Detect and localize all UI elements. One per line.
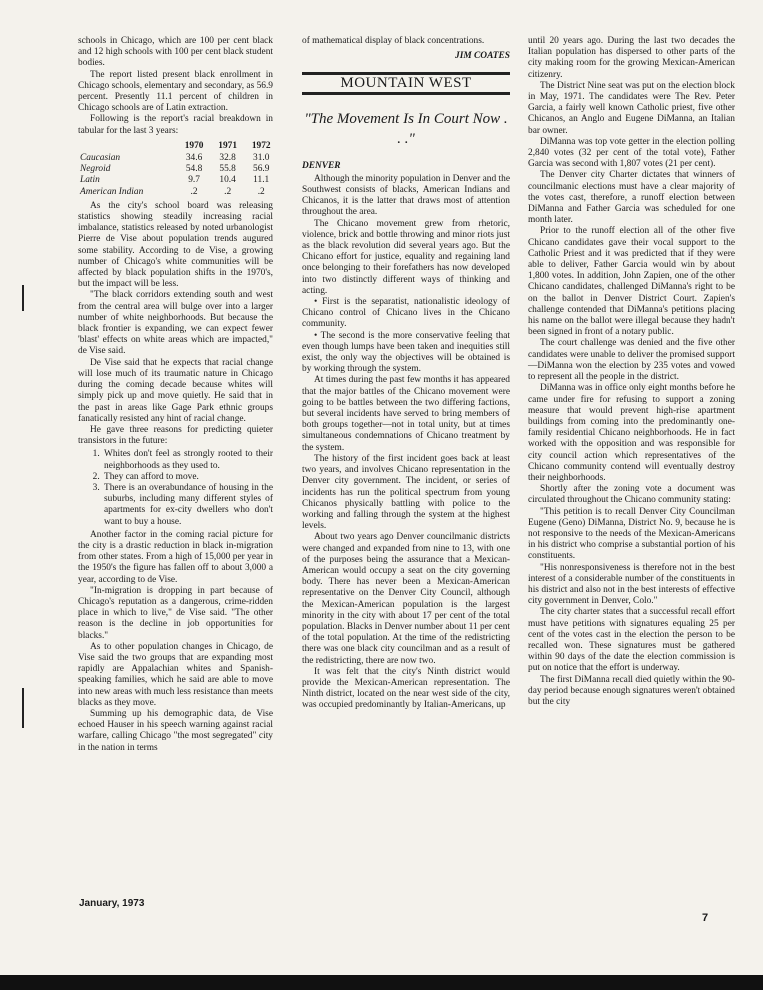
dateline: DENVER <box>302 160 341 171</box>
page-number: 7 <box>702 912 709 924</box>
margin-mark <box>22 285 24 311</box>
paragraph: De Vise said that he expects that racial change will lose much of its traumatic nature in Chicago during the coming decade because whites will simply pick up and move quietly. He said that in the past in areas like Gage Park ethnic groups fanatically resisted any hint of racial change. <box>78 357 273 424</box>
paragraph: Following is the report's racial breakdown in tabular for the last 3 years: <box>78 114 273 136</box>
paragraph: Another factor in the coming racial picture for the city is a drastic reduction in black in-migration from other states. From a high of 15,000 per year in the 1950's the figure has fallen off to about 3,000 a year, according to de Vise. <box>78 529 273 585</box>
paragraph: About two years ago Denver councilmanic districts were changed and expanded from nine to 13, with one of the purposes being the assurance that a Mexican-American would occupy a seat on the city governing body. There has never been a Mexican-American representative on the Denver City Council, although the Mexican-American population is the largest minority in the city with about 17 per cent of the total population. Blacks in Denver number about 11 per cent of the total population. At the time of the redistricting there was one black city councilman and as a result of the redistricting, there are now two. <box>302 532 510 666</box>
paragraph: The Chicano movement grew from rhetoric, violence, brick and bottle throwing and minor riots just as the black revolution did several years ago. But the Chicano effort for justice, equality and regaining land once belonging to their forefathers has now developed into two distinctly different ways of thinking and acting. <box>302 218 510 296</box>
scan-edge <box>0 975 763 990</box>
row-label: Negroid <box>80 164 111 175</box>
middle-column <box>302 36 510 712</box>
table-cell: 31.0 <box>253 153 270 164</box>
list-item: 2. They can afford to move. <box>102 472 273 483</box>
racial-breakdown-table <box>78 140 278 198</box>
paragraph: Shortly after the zoning vote a document was circulated throughout the Chicano community stating: <box>528 484 735 506</box>
paragraph: The city charter states that a successful recall effort must have petitions with signatures equaling 25 per cent of the votes cast in the election the person to be recalled won. These signatures must be gathered within 90 days of the date the election commission is put on notice that the effort is underway. <box>528 607 735 674</box>
left-column <box>78 36 273 754</box>
table-cell: 9.7 <box>188 175 200 186</box>
section-rule <box>302 92 510 95</box>
right-column <box>528 36 735 708</box>
row-label: Latin <box>80 175 100 186</box>
table-cell: 32.8 <box>219 153 236 164</box>
table-row <box>78 175 278 186</box>
table-cell: 55.8 <box>219 164 236 175</box>
paragraph: • First is the separatist, nationalistic ideology of Chicano control of Chicano lives in the Chicano community. <box>302 297 510 330</box>
paragraph: until 20 years ago. During the last two decades the Italian population has dispersed to other parts of the city making room for the growing Mexican-American citizenry. <box>528 36 735 80</box>
table-cell: 56.9 <box>253 164 270 175</box>
paragraph: As the city's school board was releasing statistics showing steadily increasing racial imbalance, statistics released by noted urbanologist Pierre de Vise about population trends augured some stability. According to de Vise, a growing number of Chicago's white communities will be affected by black population shifts in the 1970's, but the impact will be less. <box>78 200 273 290</box>
paragraph: The first DiManna recall died quietly within the 90-day period because enough signatures weren't obtained but the city <box>528 674 735 707</box>
table-cell: 54.8 <box>185 164 203 175</box>
paragraph: DiManna was top vote getter in the election polling 2,840 votes (32 per cent of the total vote), Father Garcia was second with 1,807 votes (21 per cent). <box>528 136 735 170</box>
year-header: 1972 <box>251 140 271 151</box>
paragraph: "This petition is to recall Denver City Councilman Eugene (Geno) DiManna, District No. 9, because he is not responsive to the needs of the Mexican-Americans in his district who comprise a substantial portion of his constituents. <box>528 506 735 562</box>
reasons-list <box>78 449 273 527</box>
table-row <box>78 153 278 164</box>
paragraph: The report listed present black enrollment in Chicago schools, elementary and secondary, as 56.9 percent. Presently 11.1 percent of children in Chicago schools are of Latin extraction. <box>78 69 273 114</box>
table-cell: 10.4 <box>219 175 236 186</box>
table-cell: .2 <box>257 186 265 197</box>
year-header: 1971 <box>218 140 237 151</box>
paragraph: "In-migration is dropping in part because of Chicago's reputation as a dangerous, crime-ridden place in which to live," de Vise said. "The other reason is the decline in job opportunities for blacks." <box>78 585 273 641</box>
paragraph: schools in Chicago, which are 100 per cent black and 12 high schools with 100 per cent black student bodies. <box>78 36 273 69</box>
list-item: 1. Whites don't feel as strongly rooted to their neighborhoods as they used to. <box>102 449 273 471</box>
list-item: 3. There is an overabundance of housing in the suburbs, including many different styles of apartments for ex-city dwellers who don't want to buy a house. <box>102 483 273 528</box>
paragraph: DiManna was in office only eight months before he came under fire for refusing to support a zoning measure that would prevent high-rise apartment buildings from coming into the predominantly one-family residential Chicano neighborhoods. He in fact worked with the opposition and was responsible for city council action which representatives of the Chicano community contend will eventually destroy their neighborhoods. <box>528 383 735 483</box>
row-label: American Indian <box>80 186 144 197</box>
paragraph: "His nonresponsiveness is therefore not in the best interest of a considerable number of the constituents in his district and also not in the best interests of effective city government in Denver, Colo." <box>528 562 735 607</box>
paragraph: Although the minority population in Denver and the Southwest consists of blacks, American Indians and Chicanos, it is the latter that draws most of attention throughout the area. <box>302 173 510 218</box>
table-cell: 34.6 <box>185 153 203 164</box>
table-cell: 11.1 <box>253 175 270 186</box>
row-label: Caucasian <box>80 153 121 164</box>
paragraph: It was felt that the city's Ninth district would provide the Mexican-American representation. The Ninth district, located on the near west side of the city, was occupied predominantly by Italian-Americans, up <box>302 666 510 711</box>
paragraph: Summing up his demographic data, de Vise echoed Hauser in his speech warning against racial warfare, calling Chicago "the most segregated" city in the nation in terms <box>78 708 273 753</box>
paragraph: The District Nine seat was put on the election block in May, 1971. The candidates were The Rev. Peter Garcia, a fairly well known Catholic priest, five other Chicanos, an Anglo and Eugene DiManna, an Italian bar owner. <box>528 80 735 136</box>
year-header: 1970 <box>184 140 204 151</box>
paragraph: Prior to the runoff election all of the other five Chicano candidates gave their vocal support to the Catholic Priest and it was predicted that if they were able to deliver, Father Garcia would win by about 1,800 votes. In addition, John Zapien, one of the other Chicano candidates, challenged DiManna's right to be on the ballot in Denver District Court. Zapien's challenge contended that DiManna's petitions placing his name on the ballot were illegal because they hadn't been signed in front of a notary public. <box>528 226 735 338</box>
byline: JIM COATES <box>455 51 510 62</box>
paragraph: At times during the past few months it has appeared that the major battles of the Chicano movement were going to be battles between the two differing factions, but several incidents have served to bring members of both groups together—not in total unity, but at times simultaneous condemnations of Chicano treatment by the system. <box>302 375 510 453</box>
paragraph: He gave three reasons for predicting quieter transistors in the future: <box>78 424 273 447</box>
paragraph: The Denver city Charter dictates that winners of councilmanic elections must have a clear majority of the votes cast, therefore, a runoff election between DiManna and Father Garcia was scheduled for one month later. <box>528 170 735 226</box>
table-row <box>78 164 278 175</box>
article-headline: "The Movement Is In Court Now . . ." <box>304 110 508 147</box>
table-cell: .2 <box>190 186 198 197</box>
paragraph: The history of the first incident goes back at least two years, and involves Chicano representation in the Denver city government. The incident, or series of incidents has run the political spectrum from young Chicanos physically battling with police to the working and falling through the system at the highest levels. <box>302 453 510 532</box>
paragraph: "The black corridors extending south and west from the central area will bulge over into a larger number of white neighborhoods. But because the black frontier is expanding, we can expect fewer 'blast' effects on white areas which are impacted," de Vise said. <box>78 290 273 357</box>
table-cell: .2 <box>224 186 232 197</box>
margin-mark <box>22 688 24 728</box>
paragraph: • The second is the more conservative feeling that even though lumps have been taken and inequities still exist, the only way the objectives will be obtained is by working through the system. <box>302 330 510 375</box>
paragraph: As to other population changes in Chicago, de Vise said the two groups that are expanding most rapidly are Appalachian whites and Spanish-speaking families, which he said are able to move into new areas with much less resistance than meets blacks as they move. <box>78 641 273 708</box>
paragraph: The court challenge was denied and the five other candidates were unable to deliver the promised support—DiManna won the election by 235 votes and vowed to represent all the people in the district. <box>528 338 735 383</box>
section-title: MOUNTAIN WEST <box>340 75 472 92</box>
issue-date: January, 1973 <box>79 898 145 909</box>
table-row <box>78 187 278 198</box>
paragraph: of mathematical display of black concentrations. <box>302 36 485 46</box>
